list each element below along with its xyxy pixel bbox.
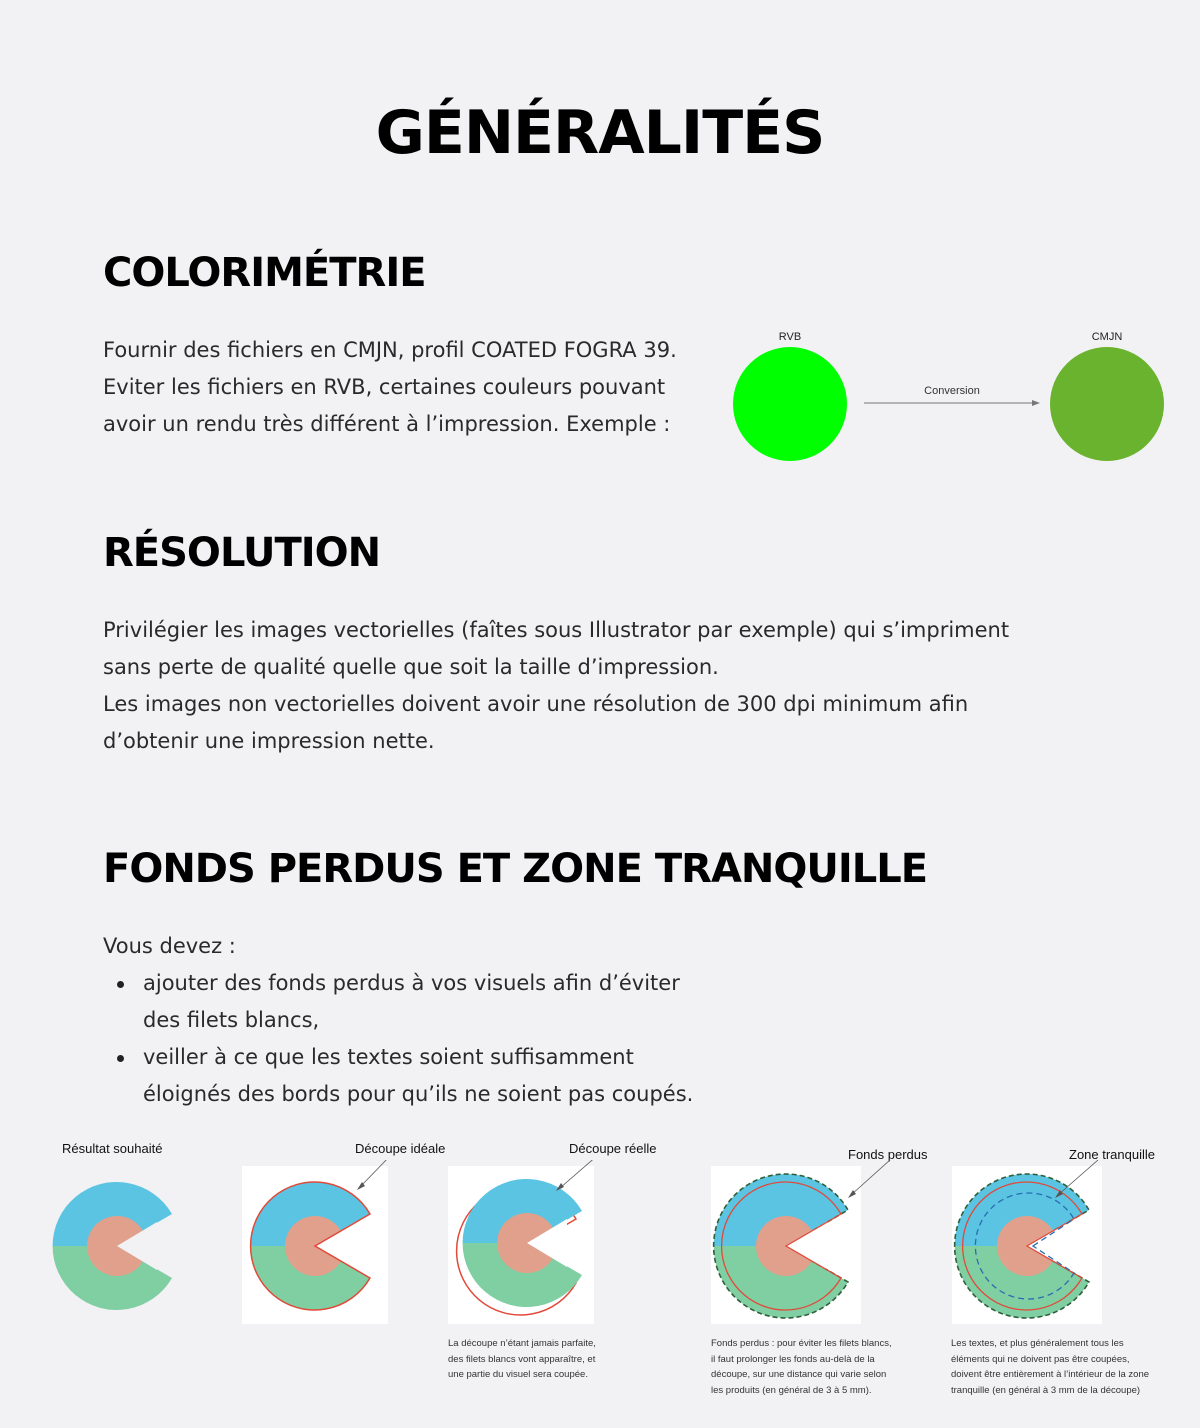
color-conversion-diagram [720, 320, 1180, 470]
caption-zone-tranquille [951, 1336, 1149, 1398]
rvb-label: RVB [778, 331, 802, 343]
page-title: GÉNÉRALITÉS [375, 98, 825, 168]
bleed-illustrations [0, 1160, 1200, 1340]
fonds-bullet-list [103, 965, 693, 1113]
logo-decoupe-ideale [242, 1160, 391, 1324]
caption-line: une partie du visuel sera coupée. [448, 1369, 588, 1380]
logo-decoupe-reelle [448, 1160, 598, 1324]
label-zone-tranquille: Zone tranquille [1069, 1147, 1155, 1162]
bullet-item [103, 1039, 693, 1113]
bullet-line: veiller à ce que les textes soient suffisamment [143, 1045, 634, 1069]
rvb-circle [733, 347, 847, 461]
colorimetrie-line: Fournir des fichiers en CMJN, profil COATED FOGRA 39. [103, 338, 677, 362]
fonds-intro: Vous devez : [103, 934, 236, 958]
bullet-item [103, 965, 693, 1039]
resolution-line: Privilégier les images vectorielles (faîtes sous Illustrator par exemple) qui s’impriment [103, 618, 1010, 642]
caption-line: Les textes, et plus généralement tous les [951, 1338, 1124, 1349]
conversion-label: Conversion [924, 385, 980, 397]
label-fonds-perdus: Fonds perdus [848, 1147, 928, 1162]
caption-line: découpe, sur une distance qui varie selon [711, 1369, 887, 1380]
resolution-text [103, 612, 1009, 760]
resolution-line: Les images non vectorielles doivent avoir une résolution de 300 dpi minimum afin [103, 692, 969, 716]
bullet-line: des filets blancs, [143, 1008, 320, 1032]
section-heading-resolution: RÉSOLUTION [103, 530, 381, 576]
caption-line: il faut prolonger les fonds au-delà de la [711, 1353, 875, 1365]
logo-resultat-souhaite [53, 1182, 172, 1310]
label-decoupe-ideale: Découpe idéale [355, 1141, 446, 1156]
caption-line: La découpe n’étant jamais parfaite, [448, 1338, 596, 1349]
arrow-head-icon [1032, 400, 1040, 406]
label-decoupe-reelle: Découpe réelle [569, 1141, 657, 1156]
caption-fonds-perdus [711, 1336, 892, 1398]
bullet-line: éloignés des bords pour qu’ils ne soient pas coupés. [143, 1082, 694, 1106]
bullet-line: ajouter des fonds perdus à vos visuels afin d’éviter [143, 971, 680, 995]
colorimetrie-line: avoir un rendu très différent à l’impression. Exemple : [103, 412, 671, 436]
section-heading-colorimetrie: COLORIMÉTRIE [103, 250, 426, 296]
caption-line: les produits (en général de 3 à 5 mm). [711, 1384, 872, 1396]
fonds-text [103, 928, 693, 1113]
logo-zone-tranquille [952, 1160, 1102, 1324]
caption-line: tranquille (en général à 3 mm de la découpe) [951, 1384, 1141, 1396]
caption-line: doivent être entièrement à l’intérieur de la zone [951, 1369, 1150, 1380]
section-heading-fonds-perdus: FONDS PERDUS ET ZONE TRANQUILLE [103, 846, 928, 892]
logo-fonds-perdus [711, 1160, 890, 1324]
caption-line: Fonds perdus : pour éviter les filets blancs, [711, 1338, 892, 1349]
cmjn-circle [1050, 347, 1164, 461]
resolution-line: sans perte de qualité quelle que soit la taille d’impression. [103, 655, 719, 679]
colorimetrie-text [103, 332, 677, 443]
cmjn-label: CMJN [1091, 331, 1123, 343]
caption-line: éléments qui ne doivent pas être coupées, [951, 1353, 1130, 1365]
caption-decoupe-reelle [448, 1336, 596, 1383]
resolution-line: d’obtenir une impression nette. [103, 729, 435, 753]
colorimetrie-line: Eviter les fichiers en RVB, certaines couleurs pouvant [103, 375, 666, 399]
caption-line: des filets blancs vont apparaître, et [448, 1353, 596, 1365]
label-resultat-souhaite: Résultat souhaité [62, 1141, 163, 1156]
